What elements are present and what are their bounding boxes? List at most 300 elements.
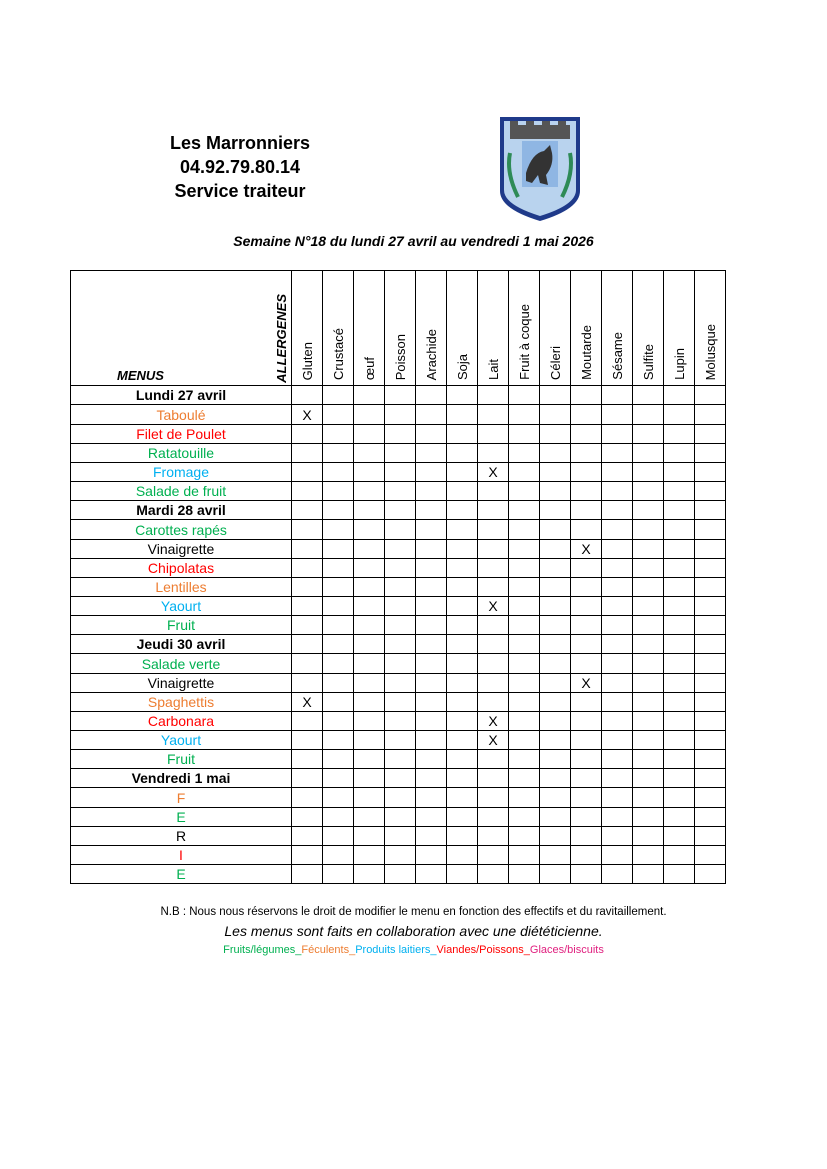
allergen-cell [323,597,354,616]
allergen-cell [571,674,602,693]
allergen-header [633,271,664,386]
allergen-cell [540,654,571,674]
allergen-cell [633,808,664,827]
allergen-cell [571,846,602,865]
day-label: Mardi 28 avril [71,501,292,520]
allergen-cell [664,425,695,444]
allergen-cell [509,444,540,463]
allergen-cell [292,559,323,578]
allergen-cell [695,405,726,425]
allergen-cell [633,865,664,884]
dish-row [71,846,726,865]
day-label: Lundi 27 avril [71,386,292,405]
allergen-cell [478,635,509,654]
allergen-cell [695,616,726,635]
allergen-header [540,271,571,386]
allergen-cell [292,463,323,482]
allergen-cell [695,425,726,444]
allergen-cell [416,463,447,482]
allergen-cell [354,616,385,635]
allergen-cell [478,463,509,482]
dish-name: Filet de Poulet [71,425,292,444]
allergen-cell [416,405,447,425]
allergen-cell [540,386,571,405]
allergen-cell [478,578,509,597]
allergen-header-label: Moutarde [578,325,594,380]
allergen-cell [695,674,726,693]
allergen-cell [292,654,323,674]
allergen-cell [695,520,726,540]
allergen-cell [602,808,633,827]
allergen-cell [540,808,571,827]
allergen-cell [385,501,416,520]
allergen-cell [633,635,664,654]
allergen-cell [540,635,571,654]
allergen-cell [602,674,633,693]
dish-row [71,616,726,635]
allergen-mark: X [488,464,498,480]
allergen-cell [323,808,354,827]
allergen-cell [447,788,478,808]
allergen-cell [478,444,509,463]
allergen-cell [292,597,323,616]
allergen-cell [633,827,664,846]
dish-name: Vinaigrette [71,674,292,693]
allergen-mark: X [581,541,591,557]
allergen-cell [664,788,695,808]
allergen-cell [416,769,447,788]
allergen-cell [664,674,695,693]
allergen-cell [447,482,478,501]
allergen-cell [571,405,602,425]
allergen-cell [385,654,416,674]
allergen-cell [571,578,602,597]
allergen-cell [416,635,447,654]
allergen-cell [354,731,385,750]
dish-row [71,520,726,540]
allergen-cell [695,769,726,788]
dish-row [71,578,726,597]
dish-name: Chipolatas [71,559,292,578]
allergen-cell [478,712,509,731]
allergen-cell [323,750,354,769]
allergen-mark: X [302,406,312,423]
allergen-header [292,271,323,386]
allergen-cell [540,559,571,578]
allergen-cell [540,540,571,559]
allergen-cell [602,712,633,731]
allergen-cell [416,559,447,578]
allergen-cell [447,750,478,769]
allergen-cell [447,578,478,597]
allergen-cell [571,501,602,520]
allergen-cell [447,386,478,405]
allergen-cell [602,731,633,750]
allergen-header [695,271,726,386]
day-row [71,501,726,520]
allergen-cell [571,769,602,788]
allergen-cell [509,808,540,827]
allergen-cell [354,769,385,788]
allergen-cell [385,731,416,750]
allergen-cell [664,712,695,731]
allergen-cell [664,827,695,846]
allergen-cell [292,693,323,712]
allergen-header [354,271,385,386]
allergen-cell [478,482,509,501]
allergen-cell [695,865,726,884]
allergens-label: ALLERGENES [274,294,289,383]
allergen-cell [540,674,571,693]
allergen-cell [385,520,416,540]
town-crest-icon [496,113,584,223]
allergen-cell [633,540,664,559]
allergen-cell [602,750,633,769]
allergen-cell [447,654,478,674]
allergen-cell [478,501,509,520]
allergen-cell [354,559,385,578]
allergen-cell [416,674,447,693]
allergen-cell [509,712,540,731]
allergen-cell [540,463,571,482]
allergen-mark: X [302,694,312,710]
allergen-cell [509,693,540,712]
allergen-cell [602,597,633,616]
dish-name: Carbonara [71,712,292,731]
allergen-cell [571,559,602,578]
allergen-cell [447,616,478,635]
allergen-cell [633,386,664,405]
dish-name: F [71,788,292,808]
nb-note: N.B : Nous nous réservons le droit de modifier le menu en fonction des effectifs et du ravitaillement. [160,906,667,918]
allergen-cell [695,540,726,559]
allergen-cell [447,444,478,463]
dish-row [71,693,726,712]
allergen-cell [509,674,540,693]
allergen-cell [664,444,695,463]
allergen-cell [478,540,509,559]
legend-item: Produits laitiers_ [355,944,437,956]
allergen-mark: X [581,675,591,691]
allergen-cell [633,750,664,769]
allergen-cell [571,444,602,463]
dish-name: Taboulé [71,405,292,425]
allergen-cell [447,674,478,693]
allergen-cell [540,578,571,597]
allergen-cell [478,827,509,846]
allergen-cell [447,635,478,654]
allergen-cell [354,635,385,654]
allergen-cell [354,540,385,559]
dish-row [71,559,726,578]
allergen-cell [478,846,509,865]
allergen-cell [695,444,726,463]
allergen-cell [447,769,478,788]
allergen-cell [633,731,664,750]
allergen-cell [602,386,633,405]
allergen-cell [447,827,478,846]
allergen-cell [292,674,323,693]
dish-row [71,674,726,693]
allergen-cell [385,444,416,463]
allergen-cell [571,827,602,846]
allergen-cell [509,731,540,750]
table-corner [71,271,292,386]
allergen-header-label: Lupin [671,348,687,380]
allergen-cell [385,808,416,827]
allergen-cell [354,808,385,827]
allergen-menu-table [70,270,726,884]
dish-name: Salade de fruit [71,482,292,501]
allergen-cell [571,635,602,654]
allergen-cell [385,674,416,693]
allergen-cell [385,846,416,865]
allergen-header-label: Sésame [609,332,625,380]
allergen-cell [478,693,509,712]
allergen-cell [354,750,385,769]
allergen-cell [571,654,602,674]
allergen-cell [385,386,416,405]
allergen-cell [292,578,323,597]
allergen-cell [633,444,664,463]
allergen-cell [323,444,354,463]
dish-name: Yaourt [71,731,292,750]
allergen-header-label: Molusque [702,323,718,380]
allergen-header [509,271,540,386]
allergen-cell [323,827,354,846]
allergen-cell [323,520,354,540]
allergen-cell [416,712,447,731]
day-label: Vendredi 1 mai [71,769,292,788]
allergen-cell [509,846,540,865]
allergen-cell [292,386,323,405]
allergen-header [447,271,478,386]
collaboration-note: Les menus sont faits en collaboration avec une diététicienne. [224,923,603,939]
legend-item: Fruits/légumes_ [223,944,302,956]
color-legend [0,944,827,956]
allergen-cell [540,731,571,750]
allergen-cell [633,788,664,808]
allergen-cell [602,693,633,712]
allergen-cell [602,501,633,520]
allergen-cell [664,386,695,405]
allergen-cell [385,405,416,425]
allergen-cell [323,425,354,444]
allergen-cell [416,578,447,597]
allergen-cell [354,405,385,425]
allergen-header-label: Poisson [392,333,408,380]
allergen-cell [509,425,540,444]
allergen-cell [664,769,695,788]
allergen-cell [571,482,602,501]
allergen-cell [602,616,633,635]
allergen-cell [540,846,571,865]
allergen-cell [633,501,664,520]
allergen-cell [447,865,478,884]
allergen-cell [416,616,447,635]
allergen-cell [664,501,695,520]
allergen-cell [385,482,416,501]
allergen-cell [416,444,447,463]
allergen-cell [571,693,602,712]
allergen-cell [478,750,509,769]
allergen-cell [447,501,478,520]
allergen-cell [292,405,323,425]
allergen-cell [292,616,323,635]
allergen-cell [292,808,323,827]
dish-row [71,827,726,846]
dish-name: Salade verte [71,654,292,674]
allergen-cell [416,808,447,827]
allergen-cell [478,788,509,808]
allergen-cell [540,693,571,712]
allergen-cell [292,482,323,501]
allergen-cell [602,405,633,425]
allergen-cell [323,635,354,654]
dish-name: I [71,846,292,865]
allergen-cell [695,578,726,597]
allergen-cell [447,463,478,482]
allergen-cell [695,788,726,808]
allergen-cell [416,750,447,769]
allergen-cell [385,750,416,769]
allergen-cell [292,635,323,654]
allergen-cell [447,712,478,731]
allergen-cell [633,846,664,865]
dish-row [71,425,726,444]
allergen-cell [509,654,540,674]
allergen-cell [571,788,602,808]
allergen-header-label: Arachide [423,328,439,380]
allergen-cell [447,540,478,559]
dish-name: Fruit [71,616,292,635]
allergen-cell [447,405,478,425]
allergen-cell [323,578,354,597]
allergen-cell [540,712,571,731]
allergen-cell [323,731,354,750]
allergen-cell [664,693,695,712]
allergen-cell [664,597,695,616]
allergen-cell [664,750,695,769]
allergen-cell [354,578,385,597]
allergen-header [478,271,509,386]
allergen-cell [385,425,416,444]
allergen-cell [292,501,323,520]
dish-name: Yaourt [71,597,292,616]
allergen-cell [478,769,509,788]
allergen-cell [385,788,416,808]
allergen-cell [540,597,571,616]
allergen-cell [695,635,726,654]
allergen-mark: X [488,732,498,748]
allergen-cell [478,386,509,405]
allergen-cell [354,463,385,482]
allergen-cell [633,520,664,540]
allergen-cell [478,616,509,635]
allergen-header-label: Soja [454,353,470,380]
allergen-header [571,271,602,386]
allergen-cell [354,520,385,540]
allergen-cell [509,769,540,788]
allergen-cell [416,501,447,520]
dish-name: E [71,865,292,884]
allergen-cell [509,597,540,616]
allergen-cell [323,616,354,635]
allergen-cell [571,616,602,635]
allergen-cell [416,865,447,884]
allergen-cell [385,865,416,884]
caterer-service: Service traiteur [174,181,306,201]
allergen-mark: X [488,713,498,729]
allergen-cell [602,482,633,501]
dish-name: Carottes rapés [71,520,292,540]
allergen-cell [695,750,726,769]
allergen-cell [571,463,602,482]
allergen-cell [540,750,571,769]
dish-name: Spaghettis [71,693,292,712]
allergen-cell [416,693,447,712]
allergen-cell [633,693,664,712]
dish-row [71,731,726,750]
allergen-cell [354,865,385,884]
allergen-cell [571,520,602,540]
footer-notes [0,906,827,956]
allergen-cell [602,865,633,884]
allergen-cell [664,654,695,674]
allergen-cell [633,674,664,693]
allergen-cell [540,425,571,444]
dish-row [71,712,726,731]
allergen-cell [509,750,540,769]
allergen-cell [664,540,695,559]
allergen-cell [571,386,602,405]
allergen-header-label: Gluten [299,341,315,380]
allergen-cell [416,425,447,444]
allergen-cell [571,597,602,616]
allergen-cell [633,578,664,597]
allergen-cell [540,616,571,635]
allergen-cell [385,616,416,635]
allergen-cell [540,865,571,884]
allergen-cell [323,693,354,712]
allergen-cell [664,731,695,750]
day-row [71,635,726,654]
allergen-header-label: Fruit à coque [516,304,532,380]
allergen-cell [695,808,726,827]
allergen-cell [323,559,354,578]
allergen-cell [323,463,354,482]
allergen-cell [292,769,323,788]
dish-name: E [71,808,292,827]
allergen-cell [447,846,478,865]
allergen-cell [354,386,385,405]
allergen-cell [602,425,633,444]
allergen-cell [540,501,571,520]
allergen-cell [633,616,664,635]
allergen-cell [695,827,726,846]
allergen-cell [385,712,416,731]
allergen-cell [509,788,540,808]
legend-item: Glaces/biscuits [529,944,604,956]
allergen-cell [664,482,695,501]
allergen-cell [602,444,633,463]
allergen-cell [602,578,633,597]
dish-name: Fromage [71,463,292,482]
allergen-cell [385,693,416,712]
allergen-cell [571,750,602,769]
allergen-cell [540,482,571,501]
dish-name: Ratatouille [71,444,292,463]
